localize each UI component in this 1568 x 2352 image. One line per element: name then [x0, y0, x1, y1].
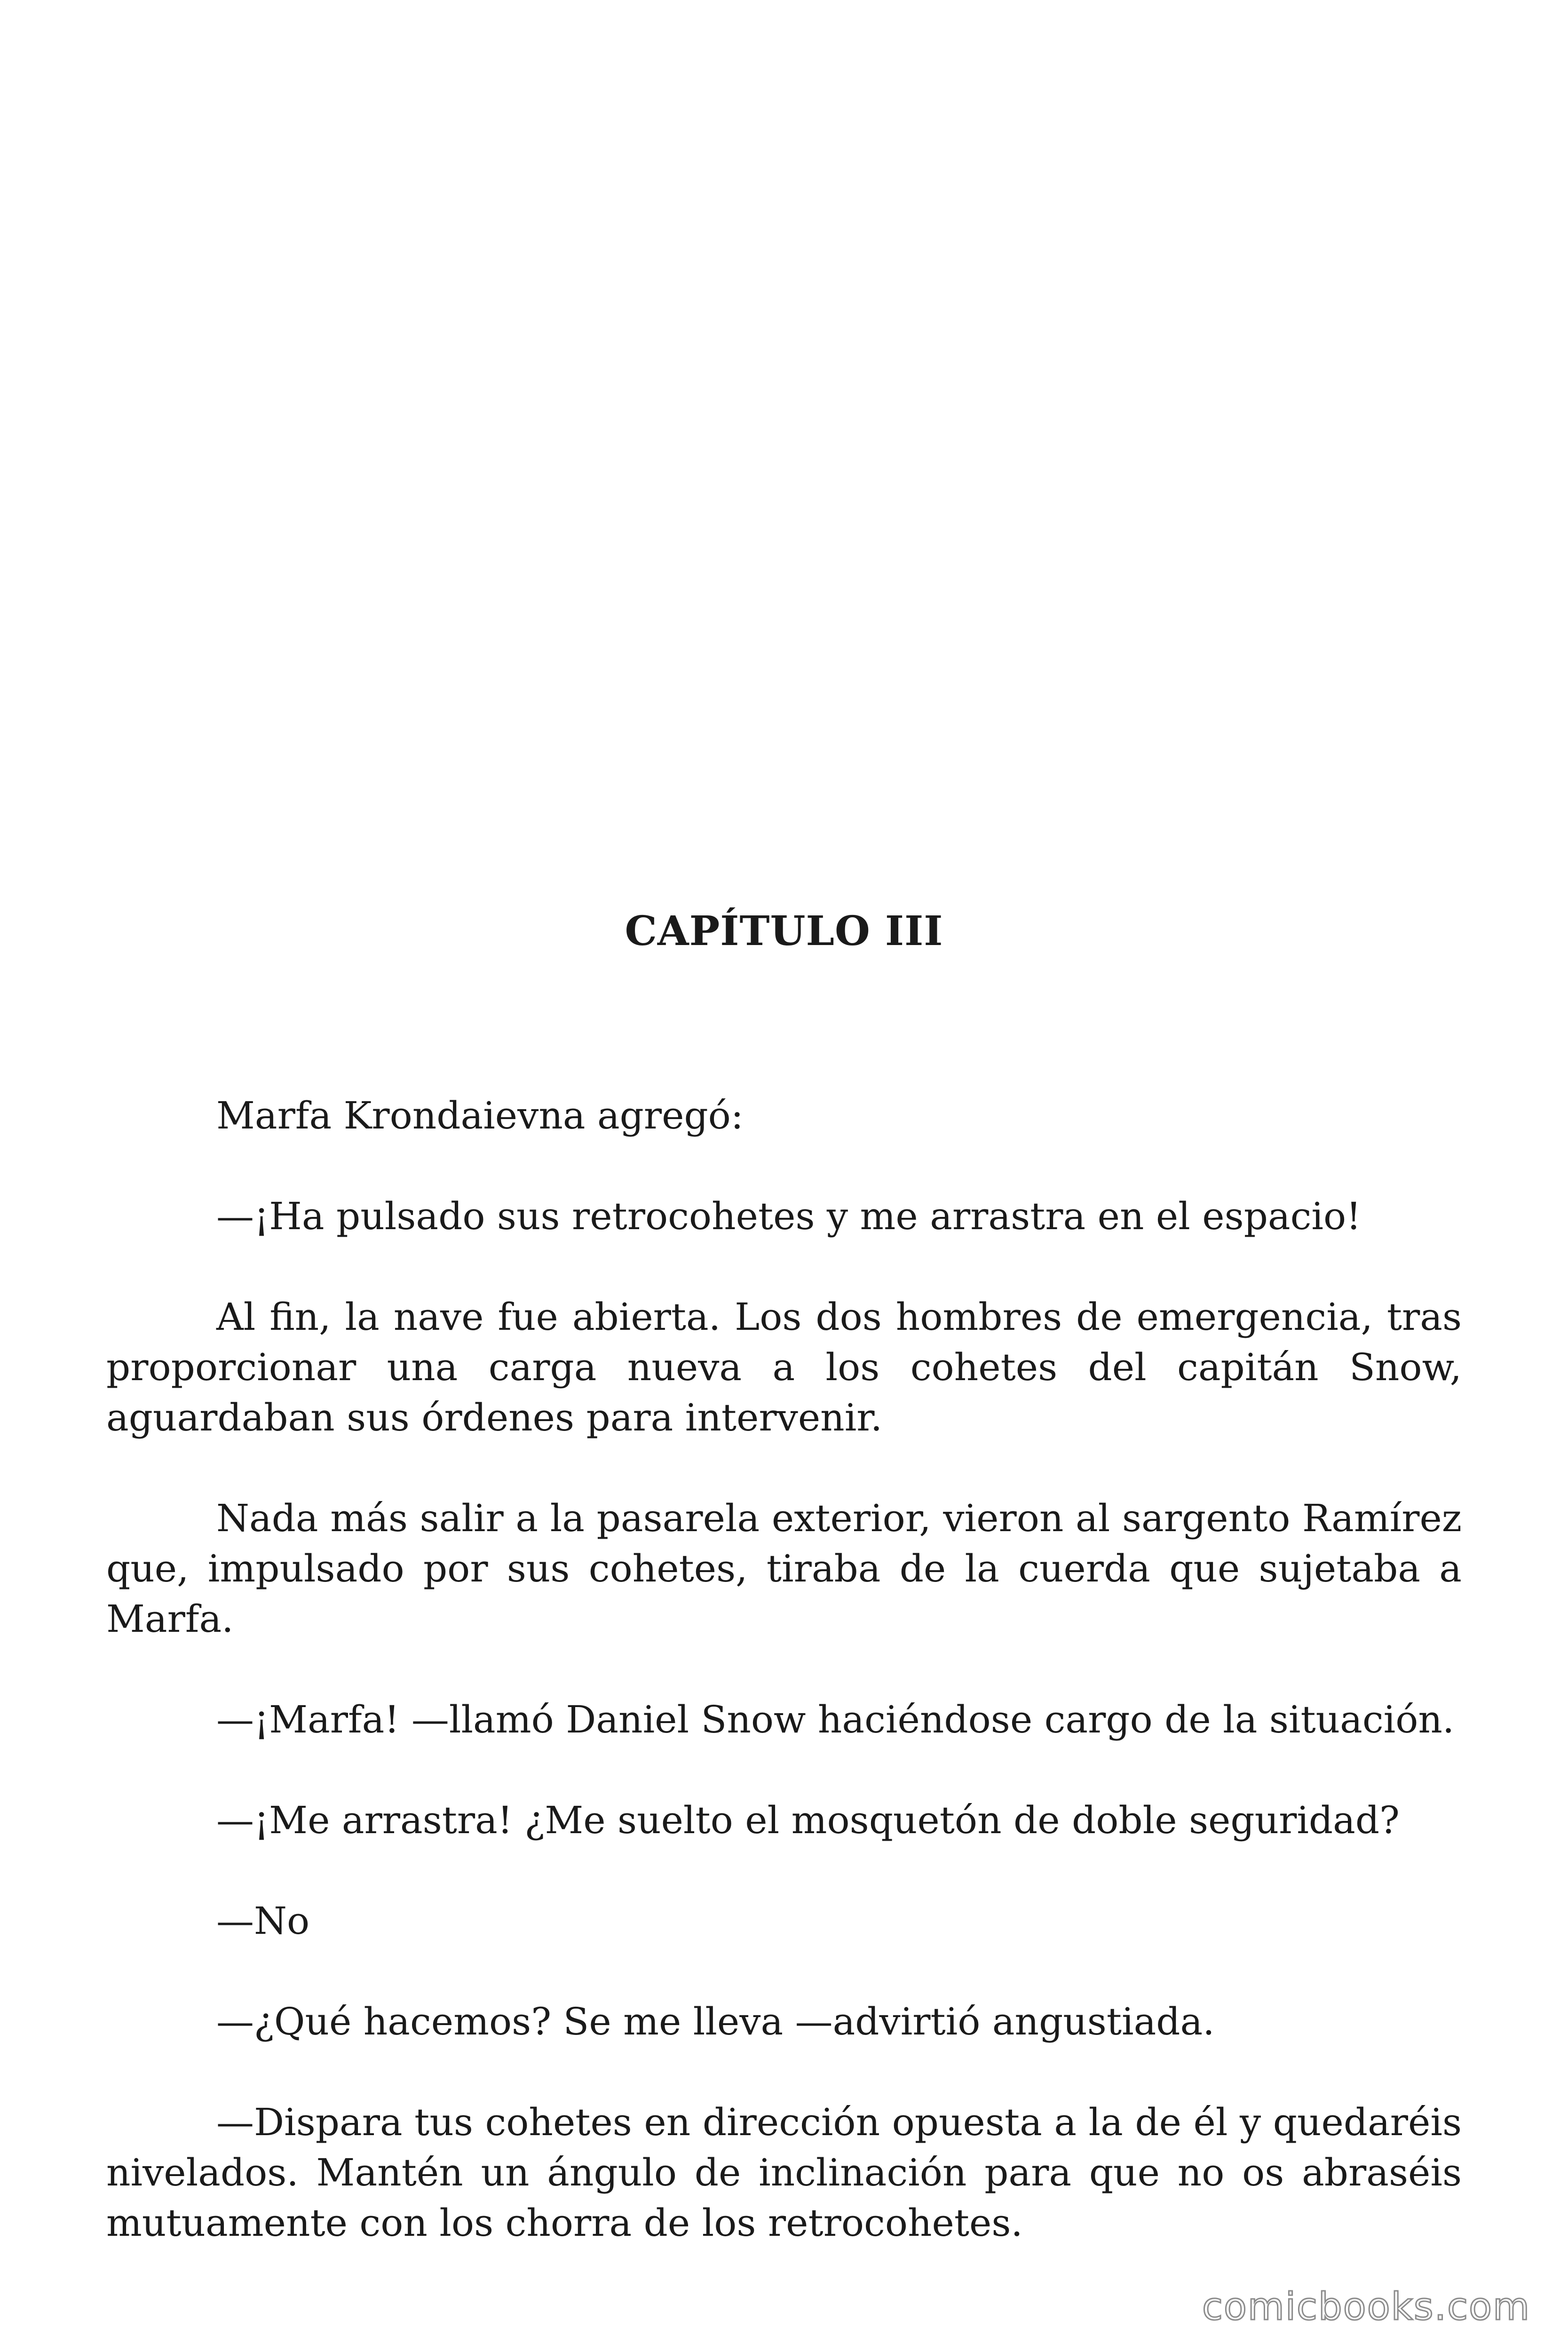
- paragraph: —¿Qué hacemos? Se me lleva —advirtió angustiada.: [216, 2000, 1215, 2043]
- paragraph: Marfa Krondaievna agregó:: [216, 1094, 744, 1137]
- chapter-body: [106, 1090, 1462, 2248]
- paragraph: —¡Ha pulsado sus retrocohetes y me arrastra en el espacio!: [216, 1194, 1362, 1238]
- chapter-title: CAPÍTULO III: [625, 907, 943, 955]
- paragraph: —¡Me arrastra! ¿Me suelto el mosquetón de doble seguridad?: [216, 1798, 1400, 1842]
- paragraph: Al fin, la nave fue abierta. Los dos hombres de emergencia, tras proporcionar una carga nueva a los cohetes del capitán Snow, aguardaban sus órdenes para intervenir.: [106, 1295, 1462, 1439]
- paragraph: Nada más salir a la pasarela exterior, vieron al sargento Ramírez que, impulsado por sus cohetes, tiraba de la cuerda que sujetaba a Marfa.: [106, 1496, 1462, 1641]
- paragraph: —Dispara tus cohetes en dirección opuesta a la de él y quedaréis nivelados. Mantén un ángulo de inclinación para que no os abraséis mutuamente con los chorra de los retrocohetes.: [106, 2100, 1462, 2245]
- paragraph: —¡Marfa! —llamó Daniel Snow haciéndose cargo de la situación.: [216, 1698, 1455, 1741]
- watermark-logo: comicbooks.com: [1202, 2285, 1530, 2328]
- paragraph: —No: [216, 1899, 310, 1943]
